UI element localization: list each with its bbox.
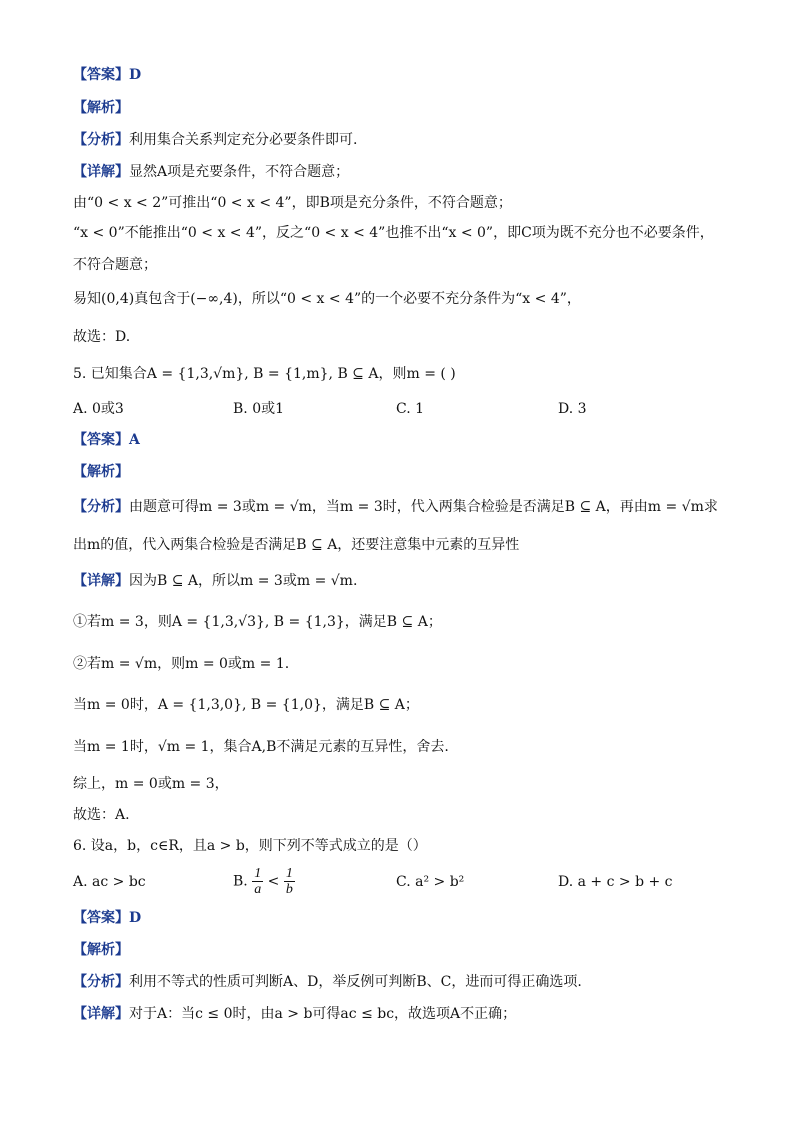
q5-option-d: D. 3 [558,401,587,417]
fenxi-tag: 【分析】 [73,499,129,515]
q5-fenxi [73,497,718,517]
q5-line-6: 故选：A. [73,807,130,823]
q4-xiangjie [73,162,349,182]
q4-fenxi [73,130,357,150]
fraction-num: 1 [254,866,262,881]
q5-xiangjie [73,571,357,591]
q5-analysis-label: 【解析】 [73,464,129,480]
fenxi-text: 利用不等式的性质可判断A、D，举反例可判断B、C，进而可得正确选项. [129,974,582,990]
q6-stem: 6. 设a，b，c∈R，且a > b，则下列不等式成立的是（） [73,838,427,854]
q4-line-5: 故选：D. [73,329,131,345]
q5-option-c: C. 1 [396,401,425,417]
fraction-den: b [285,882,293,897]
fraction-1-over-a [252,866,263,897]
q5-line-1: ①若m = 3，则A = {1,3,√3}, B = {1,3}，满足B ⊆ A； [73,614,442,630]
q5-answer: 【答案】A [73,432,140,448]
q4-line-4: 易知(0,4)真包含于(−∞,4)，所以“0 < x < 4”的一个必要不充分条件为“x < 4”， [73,291,581,307]
xiangjie-text: 因为B ⊆ A，所以m = 3或m = √m. [129,573,358,589]
q6-xiangjie [73,1004,516,1024]
q6-option-b [233,866,295,897]
fraction-num: 1 [285,866,293,881]
fenxi-text-1: 由题意可得m = 3或m = √m，当m = 3时，代入两集合检验是否满足B ⊆ A，再由m = √m求 [129,499,718,515]
q4-line-1: 由“0 < x < 2”可推出“0 < x < 4”，即B项是充分条件，不符合题意； [73,195,512,211]
q6-option-b-prefix: B. [233,873,248,890]
xiangjie-tag: 【详解】 [73,573,129,589]
xiangjie-tag: 【详解】 [73,1006,129,1022]
q5-option-a: A. 0或3 [73,401,124,417]
q5-line-2: ②若m = √m，则m = 0或m = 1. [73,656,290,672]
q4-analysis-label: 【解析】 [73,100,129,116]
fenxi-tag: 【分析】 [73,974,129,990]
fenxi-tag: 【分析】 [73,132,129,148]
q6-option-a: A. ac > bc [73,874,146,890]
q6-fenxi [73,972,582,992]
q6-answer: 【答案】D [73,910,142,926]
q5-stem: 5. 已知集合A = {1,3,√m}, B = {1,m}, B ⊆ A，则m = ( ) [73,366,456,382]
xiangjie-text: 对于A：当c ≤ 0时，由a > b可得ac ≤ bc，故选项A不正确； [129,1006,517,1022]
xiangjie-tag: 【详解】 [73,164,129,180]
fraction-1-over-b [284,866,295,897]
xiangjie-text: 显然A项是充要条件，不符合题意； [129,164,350,180]
q4-line-2: “x < 0”不能推出“0 < x < 4”，反之“0 < x < 4”也推不出“x < 0”，即C项为既不充分也不必要条件， [73,225,714,241]
q5-line-5: 综上，m = 0或m = 3， [73,776,229,792]
q6-option-c: C. a² > b² [396,874,465,890]
q5-fenxi-2: 出m的值，代入两集合检验是否满足B ⊆ A，还要注意集中元素的互异性 [73,537,520,553]
q5-option-b: B. 0或1 [233,401,285,417]
q6-option-d: D. a + c > b + c [558,874,673,890]
fraction-den: a [254,882,262,897]
less-than: < [267,873,280,890]
q5-line-4: 当m = 1时，√m = 1，集合A,B不满足元素的互异性，舍去. [73,739,449,755]
fenxi-text: 利用集合关系判定充分必要条件即可. [129,132,358,148]
q6-analysis-label: 【解析】 [73,942,129,958]
q4-answer: 【答案】D [73,67,142,83]
q4-line-3: 不符合题意； [73,257,157,273]
q5-line-3: 当m = 0时，A = {1,3,0}, B = {1,0}，满足B ⊆ A； [73,697,419,713]
